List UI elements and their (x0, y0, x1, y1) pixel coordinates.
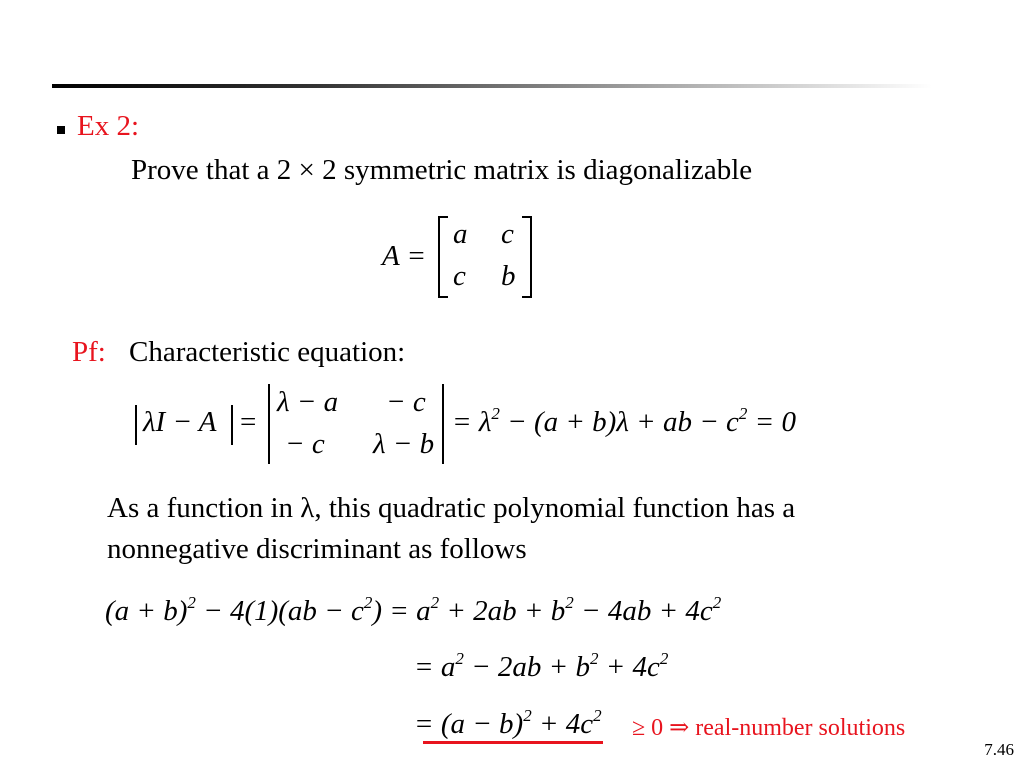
matrix-lhs: A = (382, 240, 427, 272)
example-heading: Ex 2: (77, 110, 140, 142)
paragraph-line-1: As a function in λ, this quadratic polynomial function has a (107, 492, 796, 524)
det-a12: − c (386, 386, 426, 418)
title-rule (52, 84, 932, 88)
matrix-a22: b (501, 260, 516, 292)
equation-line-2: = $a^2 - 2ab + b^2 + 4c^2$ (414, 649, 669, 683)
conclusion-note: ≥ 0 ⇒ real-number solutions (632, 715, 906, 741)
det-a21: − c (285, 428, 325, 460)
matrix-a12: c (501, 218, 514, 250)
abs-bar-right (231, 405, 233, 445)
det-lhs: λI − A (143, 406, 217, 438)
det-rhs: = $\lambda^2 - (a + b)\lambda$ + ab − $c^2 = 0$ (452, 404, 796, 438)
det-a11: λ − a (277, 386, 339, 418)
problem-statement: Prove that a 2 × 2 symmetric matrix is diagonalizable (131, 154, 753, 186)
equation-line-3: = $(a - b)^2 + 4c^2$ (414, 706, 602, 740)
det-eq: = (240, 406, 257, 438)
matrix-left-bracket (438, 216, 448, 298)
matrix-right-bracket (522, 216, 532, 298)
det-bar-right (442, 384, 444, 464)
det-a22: λ − b (373, 428, 435, 460)
matrix-a11: a (453, 218, 468, 250)
paragraph-line-2: nonnegative discriminant as follows (107, 533, 527, 565)
pf-text: Characteristic equation: (129, 336, 406, 368)
page-number: 7.46 (984, 740, 1014, 759)
det-bar-left (268, 384, 270, 464)
matrix-a21: c (453, 260, 466, 292)
equation-line-1: $(a + b)^2 - 4(1)(ab - c^2) = a^2 + 2ab + b^2 - 4ab + 4c^2$ (105, 593, 722, 627)
pf-label: Pf: (72, 336, 106, 368)
abs-bar-left (135, 405, 137, 445)
red-underline (423, 741, 603, 744)
bullet-icon (57, 126, 65, 134)
